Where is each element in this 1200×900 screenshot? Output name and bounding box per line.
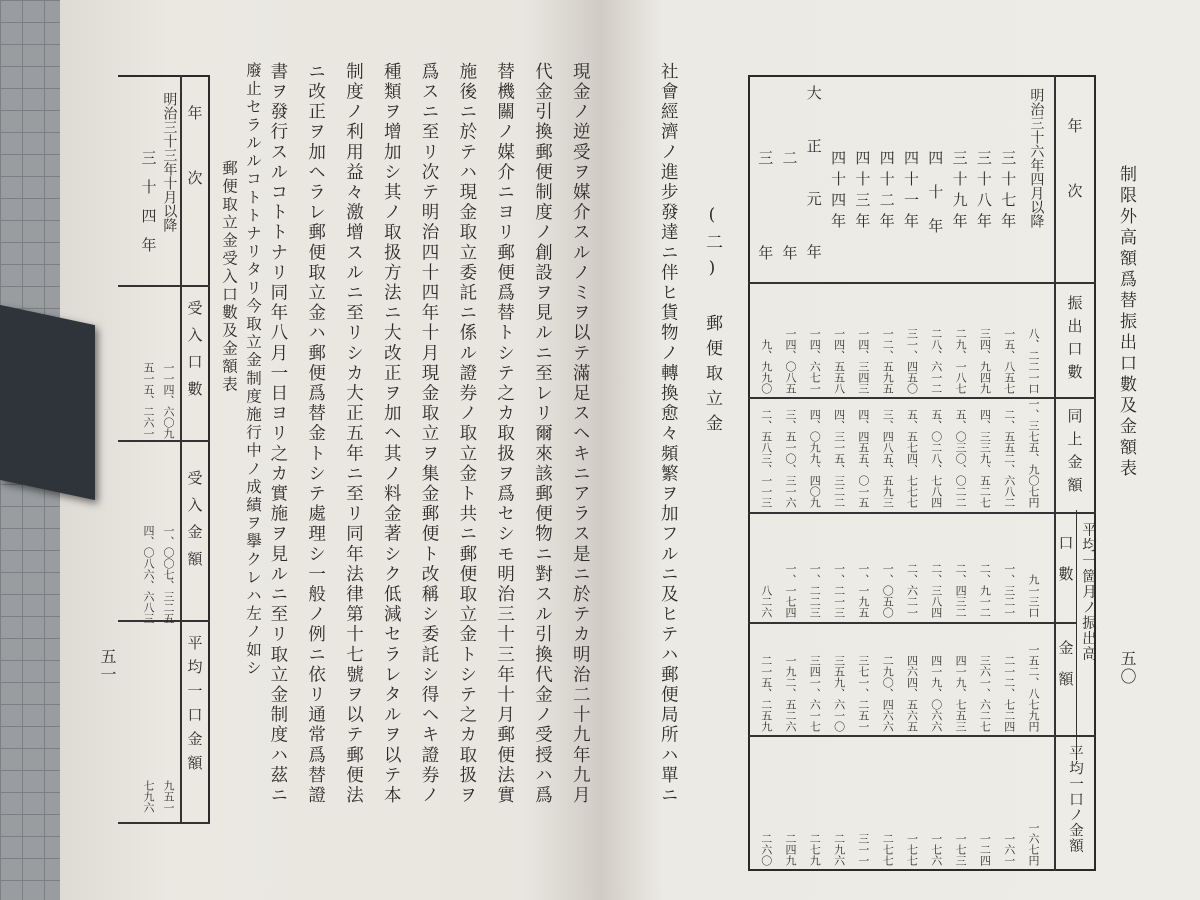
cell-monthly-count: 二、四三二 [954,563,968,618]
cell-avg: 一七六 [929,833,943,866]
body-text-column: 書ヲ發行スルコトトナリ同年八月一日ヨリ之カ實施ヲ見ルニ至リ取立金制度ハ茲ニ [267,62,288,806]
row-year: 三年 [756,150,775,340]
table-divider [118,822,210,824]
cell-monthly-amount: 四六四、五六五 [905,655,919,732]
cell-monthly-amount: 二一二、七二四 [1002,655,1016,732]
cell-avg: 二四九 [784,833,797,866]
cell-monthly-amount: 四一九、〇六六 [929,655,943,732]
cell-avg: 一六七円 [1027,822,1040,866]
cell-count: 一四、三四三 [856,328,870,394]
left-cell-avg: 七九六 [142,780,155,813]
right-header-monthly-amount: 金額 [1056,640,1075,702]
page-number-left: 五一 [98,648,117,684]
cell-avg: 二七七 [881,833,895,866]
cell-count: 一四、六七一 [808,328,822,394]
body-text-column: 爲スニ至リ次テ明治四十四年十月現金取立ヲ集金郵便ト改稱シ委託シ得ヘキ證券ノ [419,62,440,806]
cell-monthly-count: 二、九一二 [978,563,992,618]
cell-monthly-amount: 一五二、八七九円 [1027,644,1040,732]
cell-count: 二九、一八七 [954,328,968,394]
cell-amount: 四、三三九、五二七 [978,409,992,508]
left-header-count: 受入口數 [185,300,204,408]
cell-monthly-amount: 三四一、六一七 [808,655,822,732]
cell-monthly-count: 一、二一三 [832,563,846,618]
cell-amount: 三、五一〇、三一六 [784,409,797,508]
right-header-monthly-count: 口數 [1056,535,1075,597]
table-divider [180,75,182,823]
table-divider [118,285,210,287]
cell-monthly-amount: 四一九、七五三 [954,655,968,732]
table-divider [748,622,1076,624]
row-year: 三十八年 [974,150,993,234]
body-text-column: 制度ノ利用益々激增スルニ至リシカ大正五年ニ至リ同年法律第十七號ヲ以テ郵便法 [343,62,364,806]
cell-avg: 二九六 [832,833,846,866]
table-divider [1054,75,1056,871]
cell-amount: 一、三七五、九〇七円 [1027,398,1040,508]
row-year: 四十三年 [853,150,872,234]
section-heading: (二) 郵便取立金 [702,205,722,439]
cell-monthly-amount: 三七一、二五一 [856,655,870,732]
left-cell-count: 五一五、二六一 [142,362,155,439]
cell-amount: 三、四八五、五九三 [881,409,895,508]
cell-monthly-count: 二、六二一 [905,563,919,618]
right-header-amount: 同上金額 [1065,408,1084,500]
table-divider [748,397,1096,399]
cell-monthly-count: 一、三二一 [1002,563,1016,618]
body-text-column: 現金ノ逆受ヲ媒介スルノミヲ以テ滿足スヘキニアラス是ニ於テカ明治二十九年九月 [570,62,591,806]
cell-amount: 四、四五五、〇一五 [856,409,870,508]
cell-count: 一五、八五七 [1002,328,1016,394]
right-header-avg: 平均一口ノ金額 [1066,745,1083,854]
book-spine-block [0,305,95,500]
cell-count: 九、九九〇 [759,339,773,394]
cell-monthly-amount: 一九二、五二六 [784,655,797,732]
cell-monthly-count: 一、一九五 [856,563,870,618]
cell-amount: 四、〇九九、四〇九 [808,409,822,508]
right-header-count: 振出口數 [1065,295,1084,387]
cell-monthly-count: 九一三口 [1027,574,1040,618]
left-header-year: 年次 [185,105,204,235]
cell-count: 一二、五九五 [881,328,895,394]
cell-monthly-amount: 二九〇、四六六 [881,655,895,732]
cell-monthly-amount: 二一五、二五九 [759,655,773,732]
row-year: 四十四年 [829,150,848,234]
cell-monthly-amount: 三六一、六二七 [978,655,992,732]
cell-avg: 一二四 [978,833,992,866]
cell-amount: 四、三一五、三二二 [832,409,846,508]
row-year: 三十九年 [950,150,969,234]
body-text-column: ニ改正ヲ加ヘラレ郵便取立金ハ郵便爲替金トシテ處理シ一般ノ例ニ依リ通常爲替證 [305,62,326,806]
right-body-column: 社會經濟ノ進步發達ニ伴ヒ貨物ノ轉換愈々頻繁ヲ加フルニ及ヒテハ郵便局所ハ單ニ [658,62,679,806]
left-table-caption: 郵便取立金受入口數及金額表 [220,160,239,394]
cell-monthly-count: 一、二二三 [808,563,822,618]
cell-amount: 二、五八三、一一三 [759,409,773,508]
cell-avg: 二六〇 [759,833,773,866]
cell-count: 三一、四五〇 [905,328,919,394]
row-year: 四十年 [926,150,945,252]
left-cell-amount: 四、〇八六、六八三 [142,525,155,624]
left-header-amount: 受入金額 [185,470,204,578]
cell-count: 一四、五五八 [832,328,846,394]
table-divider [748,282,1096,284]
cell-amount: 五、〇二八、七八四 [929,409,943,508]
left-row-year: 三十四年 [139,150,158,266]
cell-avg: 一七三 [954,833,968,866]
cell-amount: 五、五七四、七七七 [905,409,919,508]
body-text-column: 施後ニ於テハ現金取立委託ニ係ル證券ノ取立金ト共ニ郵便取立金トシテ之カ取扱ヲ [456,62,477,806]
table-divider [748,735,1096,737]
row-year: 四十一年 [902,150,920,234]
body-text-column: 廢止セラルルコトトナリタリ今取立金制度施行中ノ成績ヲ擧クレハ左ノ如シ [244,62,263,678]
cell-count: 八、二二一口 [1027,328,1040,394]
cell-monthly-count: 一、〇五〇 [881,563,895,618]
row-year: 三十七年 [999,150,1018,234]
row-year: 明治三十六年四月以降 [1028,88,1045,228]
row-year: 二年 [780,150,799,340]
cell-avg: 一六一 [1002,833,1016,866]
cell-monthly-count: 八二六 [759,585,773,618]
body-text-column: 替機關ノ媒介ニヨリ郵便爲替トシテ之カ取扱ヲ爲セシモ明治三十三年十月郵便法實 [494,62,515,806]
table-divider [1076,510,1077,760]
right-header-monthly: 平均一箇月ノ振出高 [1079,522,1096,662]
cell-avg: 二七九 [808,833,822,866]
left-row-year: 明治三十三年十月以降 [161,92,178,232]
cell-count: 一四、〇八五 [784,328,797,394]
body-text-column: 種類ヲ增加シ其ノ取扱方法ニ大改正ヲ加ヘ其ノ料金著シク低減セラレタルヲ以テ本 [381,62,402,806]
left-header-avg: 平均一口金額 [185,635,204,779]
cell-count: 二八、六一二 [929,328,943,394]
cell-monthly-amount: 三五九、六一〇 [832,655,846,732]
left-cell-amount: 一、〇〇七、三二五 [162,525,175,624]
cell-amount: 二、五五二、六八二 [1002,409,1016,508]
row-year: 四十二年 [877,150,896,234]
right-table-title: 制限外高額爲替振出口數及金額表 [1116,165,1136,480]
page-number-right: 五〇 [1118,650,1137,686]
left-cell-count: 一一四、六〇九 [162,362,175,439]
table-divider [748,512,1096,514]
cell-monthly-count: 一、一七四 [784,563,797,618]
right-header-year: 年次 [1065,118,1084,248]
left-cell-avg: 九五一 [162,780,175,813]
cell-avg: 三一一 [856,833,870,866]
cell-amount: 五、〇三〇、〇二二 [954,409,968,508]
cell-monthly-count: 二、三八四 [929,563,943,618]
cell-count: 三四、九四九 [978,328,992,394]
body-text-column: 代金引換郵便制度ノ創設ヲ見ルニ至レリ爾來該郵便物ニ對スル引換代金ノ受授ハ爲 [532,62,553,806]
table-divider [118,440,210,442]
cell-avg: 一七七 [905,833,919,866]
row-year: 大正元年 [804,85,823,297]
